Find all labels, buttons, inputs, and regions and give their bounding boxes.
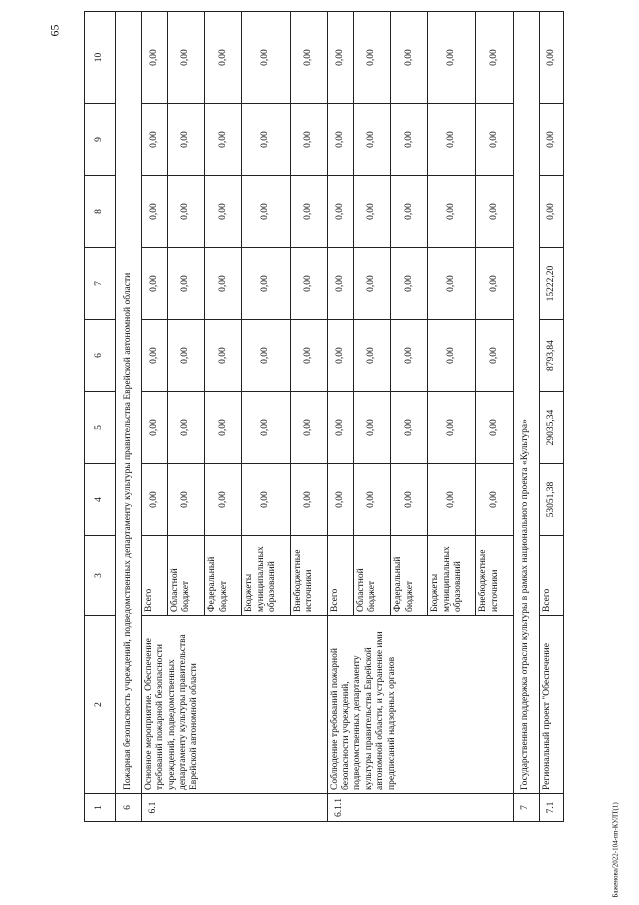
value-cell: 0,00 — [290, 12, 327, 104]
value-cell: 0,00 — [327, 392, 353, 464]
row-number: 6.1 — [141, 794, 327, 822]
value-cell: 0,00 — [290, 392, 327, 464]
value-cell: 0,00 — [539, 104, 563, 176]
value-cell: 29035,34 — [539, 392, 563, 464]
value-cell: 0,00 — [141, 320, 167, 392]
value-cell: 0,00 — [141, 464, 167, 536]
value-cell: 0,00 — [141, 176, 167, 248]
value-cell: 0,00 — [242, 320, 290, 392]
value-cell: 0,00 — [391, 12, 428, 104]
value-cell: 0,00 — [428, 392, 476, 464]
budget-table — [84, 11, 564, 822]
value-cell: 0,00 — [353, 392, 390, 464]
row-number: 6.1.1 — [327, 794, 513, 822]
value-cell: 0,00 — [242, 392, 290, 464]
header-cell: 2 — [85, 616, 116, 794]
header-cell: 3 — [85, 536, 116, 616]
value-cell: 0,00 — [327, 320, 353, 392]
header-cell: 4 — [85, 464, 116, 536]
source-cell: Всего — [327, 536, 353, 616]
source-cell: Внебюджетные источники — [476, 536, 513, 616]
table-row — [327, 12, 353, 822]
row-name: Соблюдение требований пожарной безопасности учреждений, подведомственных департаменту культуры правительства Еврейской автономной области, и устранение ими предписаний надзорных органов — [327, 616, 513, 794]
value-cell: 0,00 — [476, 464, 513, 536]
value-cell: 0,00 — [428, 104, 476, 176]
value-cell: 8793,84 — [539, 320, 563, 392]
value-cell: 0,00 — [327, 104, 353, 176]
table-row — [539, 12, 563, 822]
value-cell: 0,00 — [327, 12, 353, 104]
value-cell: 0,00 — [205, 176, 242, 248]
value-cell: 0,00 — [168, 248, 205, 320]
header-cell: 10 — [85, 12, 116, 104]
value-cell: 0,00 — [168, 392, 205, 464]
value-cell: 0,00 — [391, 176, 428, 248]
value-cell: 0,00 — [168, 320, 205, 392]
value-cell: 0,00 — [242, 12, 290, 104]
row-number: 7.1 — [539, 794, 563, 822]
value-cell: 0,00 — [428, 248, 476, 320]
value-cell: 15222,20 — [539, 248, 563, 320]
header-cell: 1 — [85, 794, 116, 822]
value-cell: 0,00 — [391, 248, 428, 320]
value-cell: 0,00 — [242, 464, 290, 536]
row-name: Основное мероприятие. Обеспечение требований пожарной безопасности учреждений, подведомственных департаменту культуры правительства Еврейской автономной области — [141, 616, 327, 794]
value-cell: 0,00 — [476, 248, 513, 320]
value-cell: 0,00 — [327, 176, 353, 248]
value-cell: 0,00 — [353, 104, 390, 176]
value-cell: 0,00 — [353, 176, 390, 248]
header-row — [85, 12, 116, 822]
header-cell: 5 — [85, 392, 116, 464]
value-cell: 0,00 — [391, 464, 428, 536]
value-cell: 0,00 — [391, 104, 428, 176]
section-row-6 — [115, 12, 141, 822]
value-cell: 0,00 — [205, 392, 242, 464]
source-cell: Всего — [539, 536, 563, 616]
source-cell: Областной бюджет — [353, 536, 390, 616]
section-number: 7 — [513, 794, 539, 822]
value-cell: 0,00 — [205, 248, 242, 320]
source-cell: Бюджеты муниципальных образований — [428, 536, 476, 616]
document-id: Баженова/2022-104-пп-КУЛТ(1) — [612, 802, 621, 898]
value-cell: 0,00 — [353, 320, 390, 392]
value-cell: 0,00 — [353, 464, 390, 536]
value-cell: 0,00 — [141, 104, 167, 176]
value-cell: 53051,38 — [539, 464, 563, 536]
value-cell: 0,00 — [539, 12, 563, 104]
header-cell: 7 — [85, 248, 116, 320]
source-cell: Федеральный бюджет — [205, 536, 242, 616]
value-cell: 0,00 — [327, 464, 353, 536]
value-cell: 0,00 — [476, 320, 513, 392]
value-cell: 0,00 — [168, 176, 205, 248]
value-cell: 0,00 — [168, 12, 205, 104]
value-cell: 0,00 — [168, 104, 205, 176]
value-cell: 0,00 — [290, 104, 327, 176]
section-number: 6 — [115, 794, 141, 822]
value-cell: 0,00 — [428, 464, 476, 536]
source-cell: Федеральный бюджет — [391, 536, 428, 616]
value-cell: 0,00 — [205, 104, 242, 176]
rotated-table-sheet — [84, 12, 564, 822]
value-cell: 0,00 — [476, 12, 513, 104]
source-cell: Бюджеты муниципальных образований — [242, 536, 290, 616]
value-cell: 0,00 — [476, 392, 513, 464]
value-cell: 0,00 — [476, 104, 513, 176]
value-cell: 0,00 — [141, 248, 167, 320]
value-cell: 0,00 — [141, 392, 167, 464]
value-cell: 0,00 — [290, 248, 327, 320]
value-cell: 0,00 — [168, 464, 205, 536]
value-cell: 0,00 — [242, 104, 290, 176]
value-cell: 0,00 — [242, 248, 290, 320]
header-cell: 8 — [85, 176, 116, 248]
page-number: 65 — [47, 24, 62, 36]
value-cell: 0,00 — [141, 12, 167, 104]
value-cell: 0,00 — [205, 464, 242, 536]
value-cell: 0,00 — [327, 248, 353, 320]
value-cell: 0,00 — [428, 176, 476, 248]
value-cell: 0,00 — [290, 464, 327, 536]
value-cell: 0,00 — [476, 176, 513, 248]
section-title: Пожарная безопасность учреждений, подведомственных департаменту культуры правительства Еврейской автономной области — [115, 12, 141, 794]
source-cell: Всего — [141, 536, 167, 616]
source-cell: Областной бюджет — [168, 536, 205, 616]
value-cell: 0,00 — [290, 176, 327, 248]
header-cell: 9 — [85, 104, 116, 176]
row-name: Региональный проект "Обеспечение — [539, 616, 563, 794]
value-cell: 0,00 — [205, 320, 242, 392]
value-cell: 0,00 — [539, 176, 563, 248]
value-cell: 0,00 — [391, 320, 428, 392]
value-cell: 0,00 — [205, 12, 242, 104]
header-cell: 6 — [85, 320, 116, 392]
value-cell: 0,00 — [242, 176, 290, 248]
section-row-7 — [513, 12, 539, 822]
value-cell: 0,00 — [290, 320, 327, 392]
source-cell: Внебюджетные источники — [290, 536, 327, 616]
section-title: Государственная поддержка отрасли культуры в рамках национального проекта «Культура» — [513, 12, 539, 794]
table-row — [141, 12, 167, 822]
value-cell: 0,00 — [353, 248, 390, 320]
value-cell: 0,00 — [428, 320, 476, 392]
value-cell: 0,00 — [391, 392, 428, 464]
value-cell: 0,00 — [353, 12, 390, 104]
value-cell: 0,00 — [428, 12, 476, 104]
